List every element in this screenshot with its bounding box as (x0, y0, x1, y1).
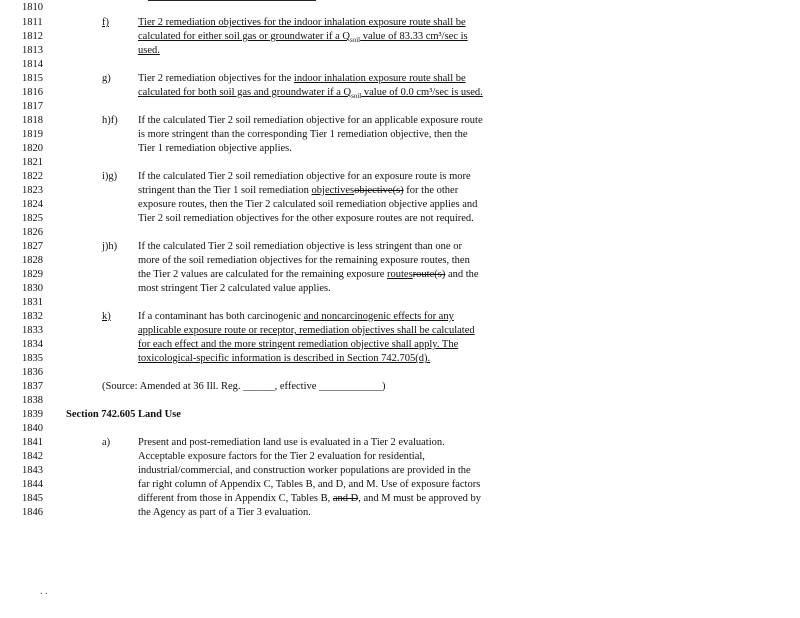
line-number: 1822 (22, 171, 43, 182)
line-number: 1826 (22, 227, 43, 238)
line-number: 1844 (22, 479, 43, 490)
subsection-label: g) (102, 73, 111, 84)
line-number: 1817 (22, 101, 43, 112)
text-line: toxicological-specific information is described in Section 742.705(d). (138, 353, 431, 364)
text-line: for each effect and the more stringent remediation objective shall apply. The (138, 339, 459, 350)
line-number: 1819 (22, 129, 43, 140)
text-line: calculated for both soil gas and groundwater if a $Q_{soil}$ value of 0.0 cm³/sec is used. (138, 87, 483, 101)
text-line: the Tier 2 values are calculated for the remaining exposure routesroute(s) and the (138, 269, 479, 280)
text-line: Tier 1 remediation objective applies. (138, 143, 292, 154)
line-number: 1824 (22, 199, 43, 210)
subsection-label: i)g) (102, 171, 118, 182)
subsection-label: f) (102, 17, 109, 28)
line-number: 1838 (22, 395, 43, 406)
line-number: 1832 (22, 311, 43, 322)
text-line: If the calculated Tier 2 soil remediation objective for an exposure route is more (138, 171, 471, 182)
line-number: 1843 (22, 465, 43, 476)
line-number: 1816 (22, 87, 43, 98)
text-line: is more stringent than the corresponding Tier 1 remediation objective, then the (138, 129, 468, 140)
line-number: 1831 (22, 297, 43, 308)
line-number: 1841 (22, 437, 43, 448)
line-number: 1835 (22, 353, 43, 364)
line-number: 1821 (22, 157, 43, 168)
line-number: 1813 (22, 45, 43, 56)
text-line: If the calculated Tier 2 soil remediation objective for an applicable exposure route (138, 115, 483, 126)
footer-mark: . . (40, 586, 48, 597)
section-title: Section 742.605 Land Use (66, 409, 181, 420)
line-number: 1833 (22, 325, 43, 336)
text-line: different from those in Appendix C, Tables B, and D, and M must be approved by (138, 493, 482, 504)
text-line: more of the soil remediation objectives for the remaining exposure routes, then (138, 255, 470, 266)
line-number: 1827 (22, 241, 43, 252)
text-line: Acceptable exposure factors for the Tier 2 evaluation for residential, (138, 451, 425, 462)
text-line: Tier 2 remediation objectives for the indoor inhalation exposure route shall be (138, 17, 466, 28)
text-line: Tier 2 soil remediation objectives for the other exposure routes are not required. (138, 213, 474, 224)
text-line: If the calculated Tier 2 soil remediation objective is less stringent than one or (138, 241, 462, 252)
text-line: Tier 2 remediation objectives for the indoor inhalation exposure route shall be (138, 73, 466, 84)
line-number: 1828 (22, 255, 43, 266)
top-rule (148, 0, 316, 1)
line-number: 1823 (22, 185, 43, 196)
source-note: (Source: Amended at 36 Ill. Reg. ______, effective ____________) (102, 381, 386, 392)
line-number: 1814 (22, 59, 43, 70)
subsection-label: a) (102, 437, 111, 448)
line-number: 1840 (22, 423, 43, 434)
line-number: 1825 (22, 213, 43, 224)
text-line: the Agency as part of a Tier 3 evaluation. (138, 507, 311, 518)
text-line: far right column of Appendix C, Tables B, and D, and M. Use of exposure factors (138, 479, 481, 490)
line-number: 1830 (22, 283, 43, 294)
text-line: applicable exposure route or receptor, remediation objectives shall be calculated (138, 325, 475, 336)
line-number: 1839 (22, 409, 43, 420)
line-number: 1846 (22, 507, 43, 518)
line-number: 1811 (22, 17, 43, 28)
line-number: 1829 (22, 269, 43, 280)
line-number: 1810 (22, 2, 43, 13)
text-line: industrial/commercial, and construction worker populations are provided in the (138, 465, 471, 476)
text-line: If a contaminant has both carcinogenic and noncarcinogenic effects for any (138, 311, 454, 322)
subsection-label: k) (102, 311, 111, 322)
text-line: calculated for either soil gas or groundwater if a $Q_{soil}$ value of 83.33 cm³/sec is (138, 31, 468, 45)
text-line: exposure routes, then the Tier 2 calculated soil remediation objective applies and (138, 199, 478, 210)
line-number: 1820 (22, 143, 43, 154)
line-number: 1836 (22, 367, 43, 378)
subsection-label: j)h) (102, 241, 118, 252)
subsection-label: h)f) (102, 115, 118, 126)
line-number: 1845 (22, 493, 43, 504)
text-line: most stringent Tier 2 calculated value applies. (138, 283, 331, 294)
text-line: Present and post-remediation land use is evaluated in a Tier 2 evaluation. (138, 437, 445, 448)
line-number: 1812 (22, 31, 43, 42)
text-line: used. (138, 45, 160, 56)
text-line: stringent than the Tier 1 soil remediation objectivesobjective(s) for the other (138, 185, 459, 196)
line-number: 1837 (22, 381, 43, 392)
line-number: 1834 (22, 339, 43, 350)
line-number: 1818 (22, 115, 43, 126)
line-number: 1815 (22, 73, 43, 84)
line-number: 1842 (22, 451, 43, 462)
